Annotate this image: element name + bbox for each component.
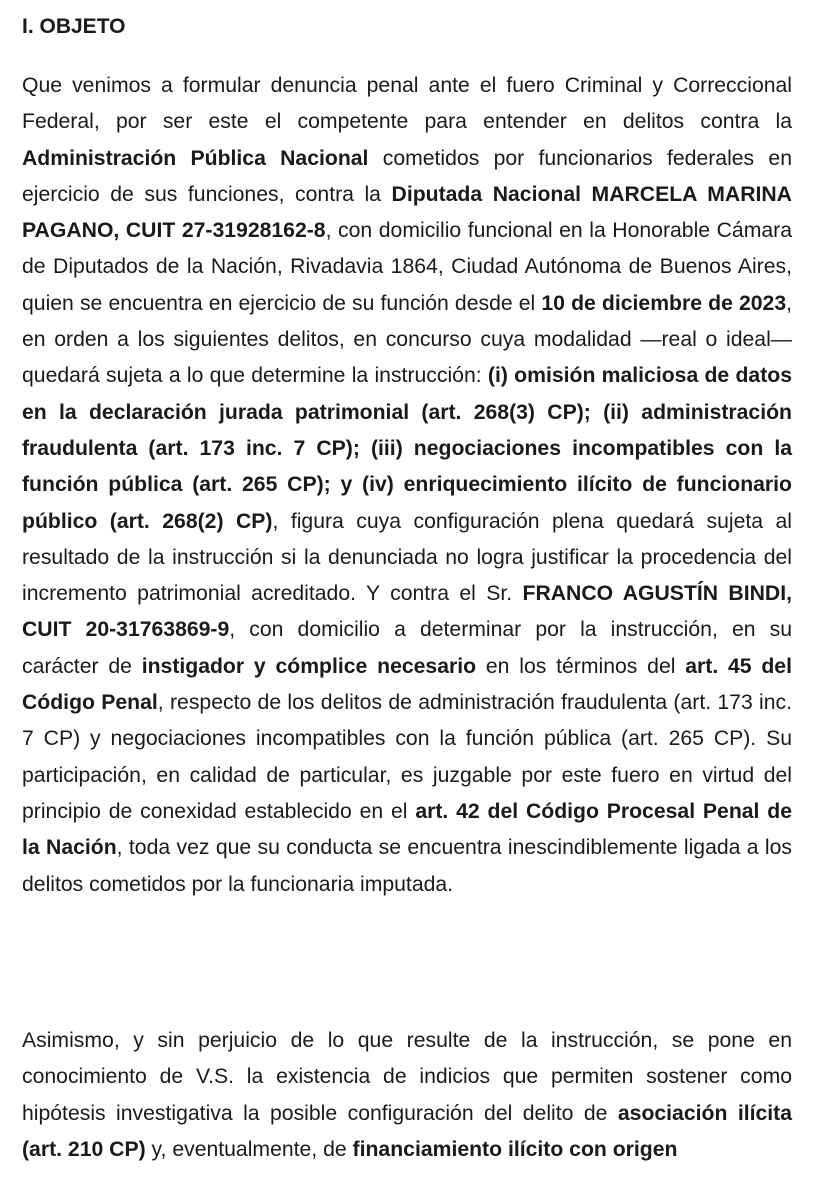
text-span: , figura cuya configuración plena quedará sujeta al resultado de la instrucción si la denunciada no logra justificar la procedencia del incremento patrimonial acreditado. Y contra el Sr. <box>22 509 792 606</box>
text-span: , respecto de los delitos de administración fraudulenta (art. 173 inc. 7 CP) y negociaciones incompatibles con la función pública (art. 265 CP). Su participación, en calidad de particular, es juzgable por este fuero en virtud del principio de conexidad establecido en el <box>22 691 793 823</box>
bold-span: 10 de diciembre de 2023 <box>541 291 787 315</box>
bold-span: instigador y cómplice necesario <box>141 654 477 678</box>
paragraph-additional-crimes <box>22 1023 792 1168</box>
bold-span: art. 45 del Código Penal <box>22 654 792 715</box>
text-span: y, eventualmente, de <box>145 1137 353 1161</box>
bold-span: financiamiento ilícito con origen <box>352 1137 678 1161</box>
text-span: , toda vez que su conducta se encuentra inescindiblemente ligada a los delitos cometidos por la funcionaria imputada. <box>22 836 792 896</box>
text-span: , con domicilio funcional en la Honorable Cámara de Diputados de la Nación, Rivadavia 1864, Ciudad Autónoma de Buenos Aires, quien se encuentra en ejercicio de su función desde el <box>22 219 792 315</box>
bold-span: Administración Pública Nacional <box>22 146 369 170</box>
paragraph-complaint-object <box>22 68 792 903</box>
text-span: Que venimos a formular denuncia penal ante el fuero Criminal y Correccional Federal, por ser este el competente para entender en delitos contra la <box>22 74 792 134</box>
bold-span: asociación ilícita (art. 210 CP) <box>22 1101 792 1161</box>
bold-span: (i) omisión maliciosa de datos en la declaración jurada patrimonial (art. 268(3) CP); (ii) administración fraudulenta (art. 173 inc. 7 CP); (iii) negociaciones incompatibles con la función pública (art. 265 CP); y (iv) enriquecimiento ilícito de funcionario público (art. 268(2) CP) <box>22 364 792 533</box>
bold-span: FRANCO AGUSTÍN BINDI, CUIT 20-31763869-9 <box>22 582 792 642</box>
text-span: en los términos del <box>476 654 686 678</box>
bold-span: Diputada Nacional MARCELA MARINA PAGANO, CUIT 27-31928162-8 <box>22 182 792 243</box>
text-span: , con domicilio a determinar por la instrucción, en su carácter de <box>22 618 792 678</box>
text-span: , en orden a los siguientes delitos, en concurso cuya modalidad —real o ideal— quedará sujeta a lo que determine la instrucción: <box>22 291 792 388</box>
bold-span: art. 42 del Código Procesal Penal de la Nación <box>22 799 792 860</box>
text-span: cometidos por funcionarios federales en ejercicio de sus funciones, contra la <box>22 146 792 206</box>
text-span: Asimismo, y sin perjuicio de lo que resulte de la instrucción, se pone en conocimiento de V.S. la existencia de indicios que permiten sostener como hipótesis investigativa la posible configuración del delito de <box>22 1029 792 1125</box>
section-heading: I. OBJETO <box>22 15 126 38</box>
